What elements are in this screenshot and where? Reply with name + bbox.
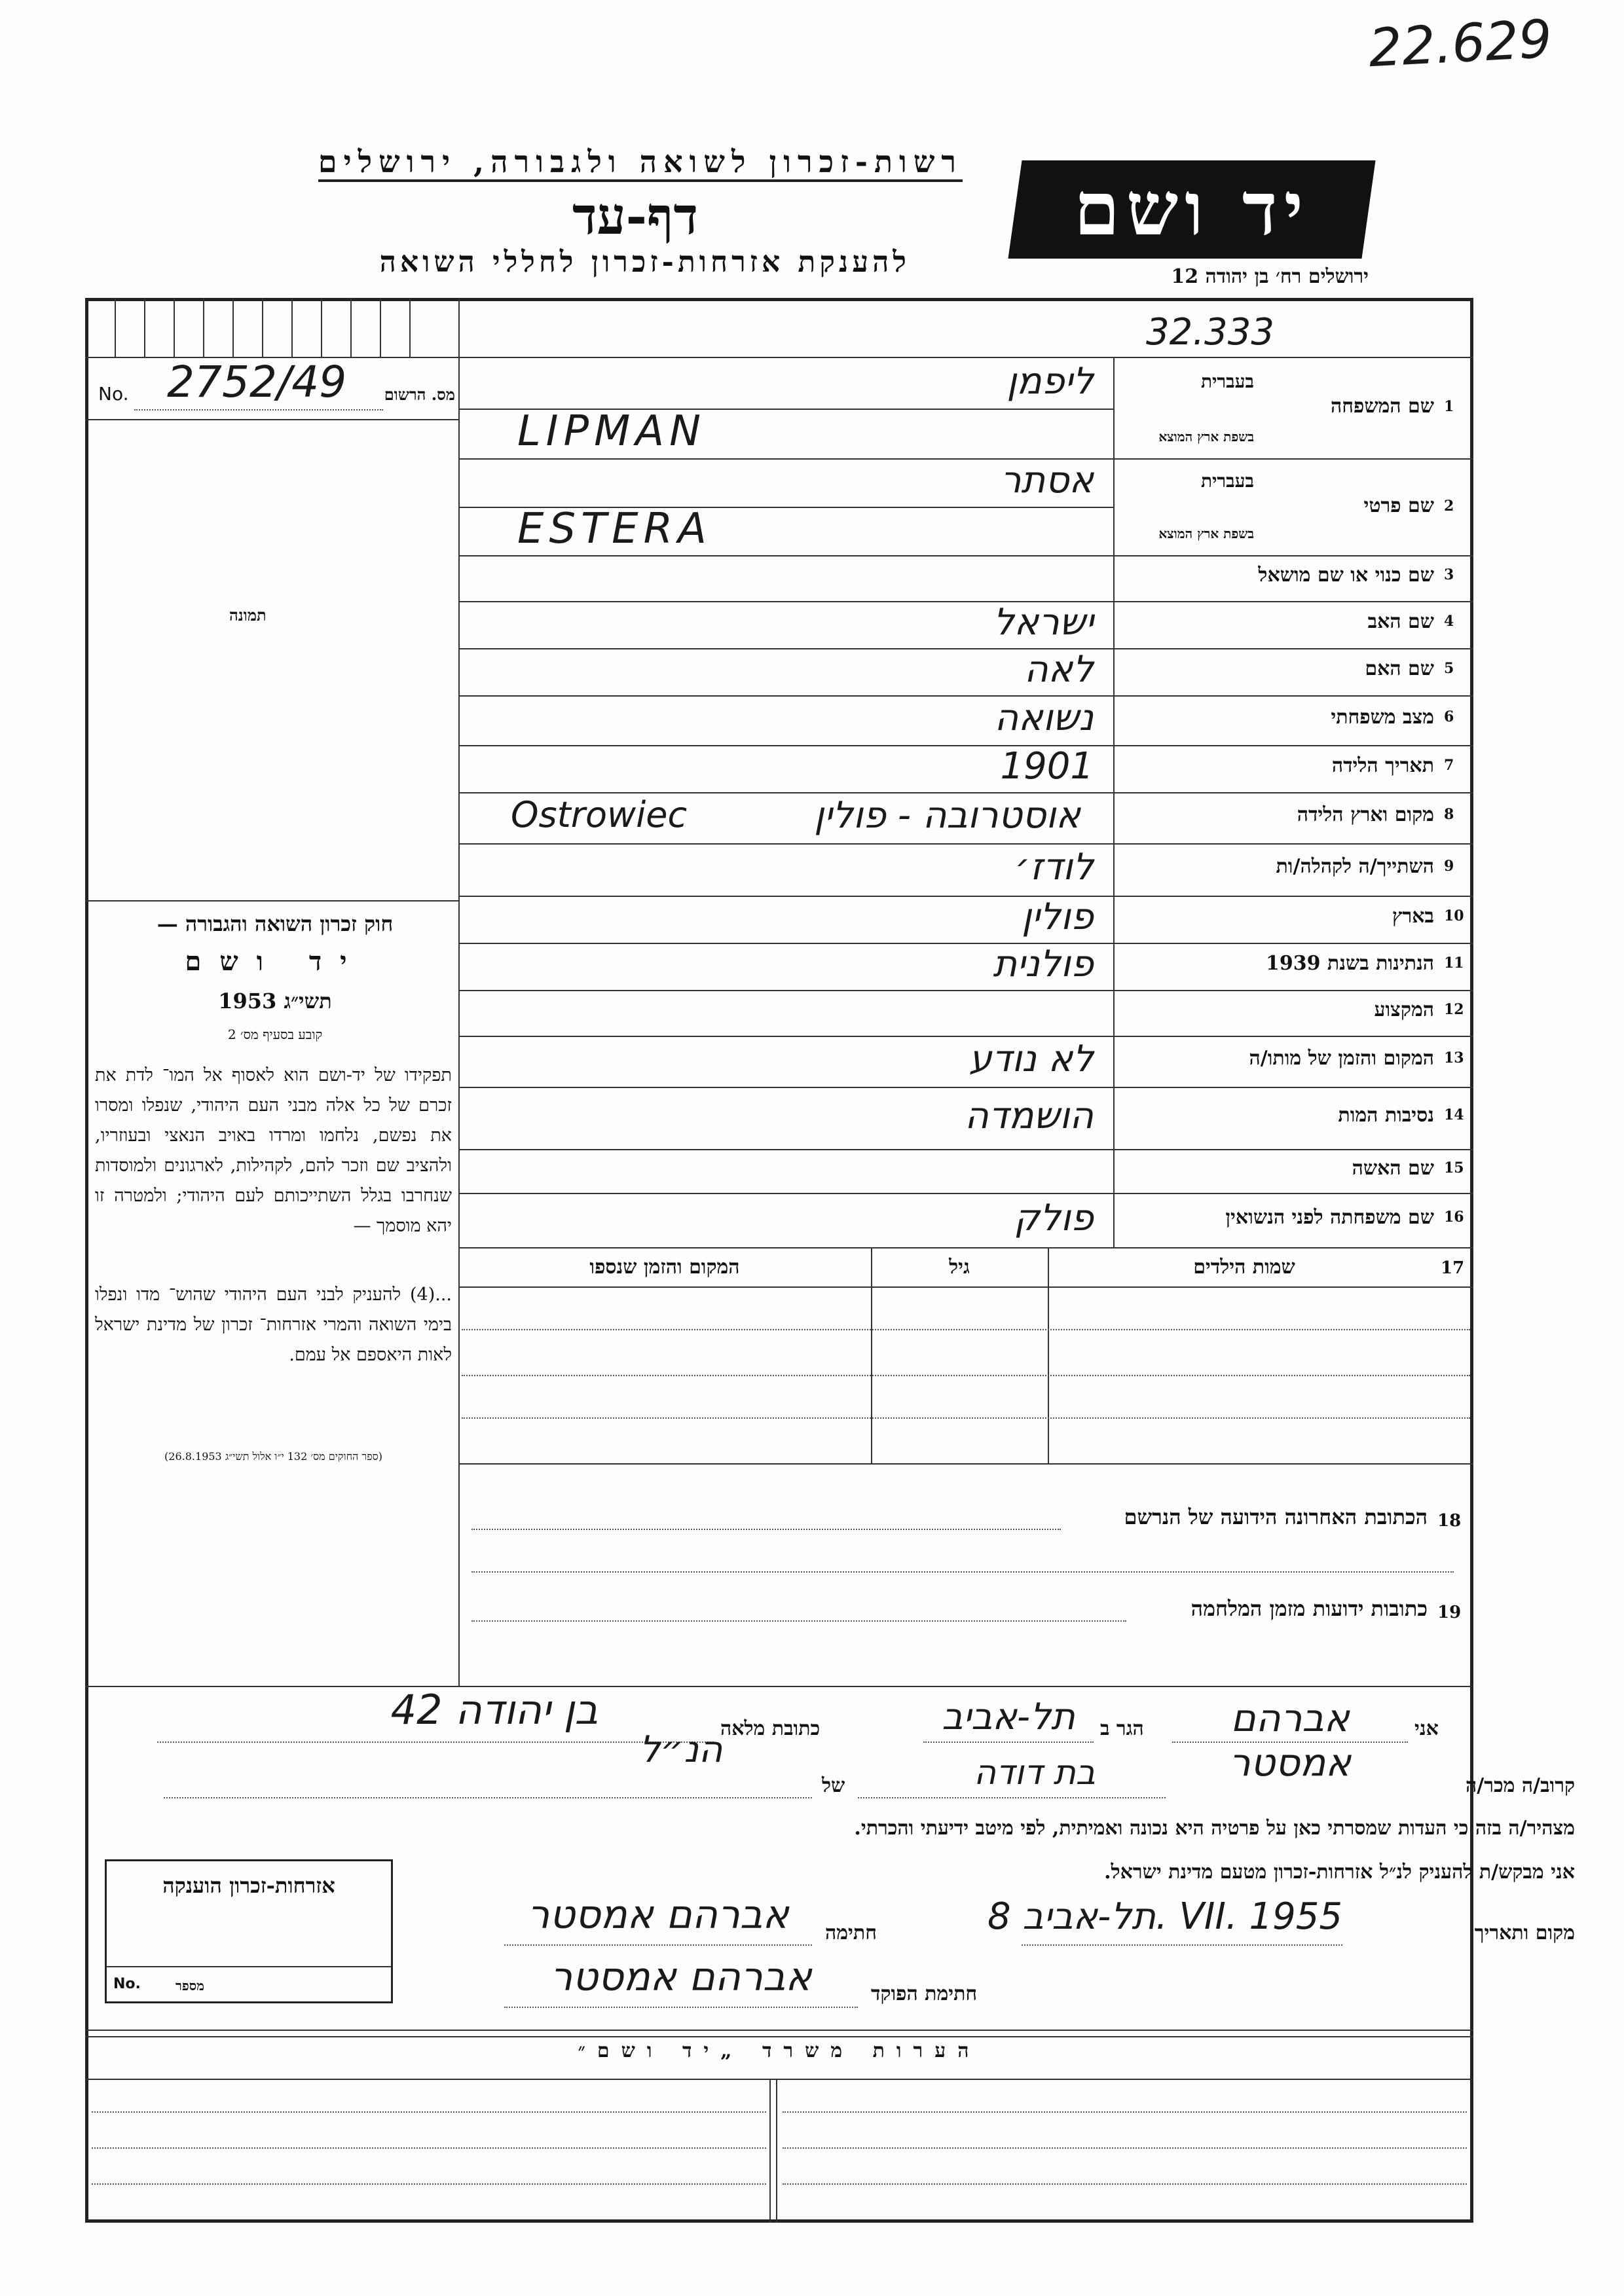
- remarks-title: הערות משרד „יד ושם״: [578, 2039, 981, 2062]
- field-number: 6: [1444, 708, 1454, 725]
- field-19-label: כתובות ידועות מזמן המלחמה: [1190, 1596, 1428, 1621]
- field-row-10: [458, 896, 1473, 943]
- field-label: שם כנוי או שם מושאל: [1258, 564, 1434, 587]
- reg-label: מס. הרשום: [384, 385, 455, 404]
- field-value-origin: Ostrowiec: [511, 794, 688, 835]
- field-value: נשואה: [994, 697, 1094, 739]
- field-number: 13: [1444, 1049, 1464, 1066]
- children-col-names: שמות הילדים: [1193, 1256, 1295, 1279]
- field-number: 7: [1444, 757, 1454, 774]
- law-name: יד ושם: [185, 946, 365, 977]
- field-label: מצב משפחתי: [1331, 706, 1434, 729]
- field-row-5: [458, 648, 1473, 695]
- field-row-13: [458, 1036, 1473, 1087]
- field-value: פולין: [1022, 896, 1094, 938]
- reg-number: 2752/49: [167, 357, 347, 407]
- field-row-12: [458, 990, 1473, 1036]
- logo-address: ירושלים רח׳ בן יהודה 12: [1171, 265, 1369, 288]
- stamp-box-title: אזרחות-זכרון הוענקה: [162, 1873, 335, 1898]
- field-19-num: 19: [1437, 1603, 1462, 1622]
- law-title: חוק זכרון השואה והגבורה —: [157, 911, 394, 936]
- decl-signature: אברהם אמסטר: [527, 1892, 789, 1938]
- field-value: לאה: [1024, 648, 1094, 691]
- field-row-4: [458, 601, 1473, 648]
- top-number: 32.333: [1146, 311, 1274, 354]
- field-label: שם פרטי: [1363, 494, 1434, 517]
- field-18-num: 18: [1437, 1511, 1462, 1531]
- stamp-box-label: מספר: [175, 1978, 204, 1994]
- decl-line1: מצהיר/ה בזה כי העדות שמסרתי כאן על פרטיה היא נכונה ואמיתית, לפי מיטב ידיעתי והכרתי.: [854, 1817, 1575, 1840]
- field-label: שם משפחתה לפני הנשואין: [1225, 1205, 1434, 1229]
- field-label: תאריך הלידה: [1331, 754, 1434, 777]
- field-row-16: [458, 1193, 1473, 1247]
- field-label: שם המשפחה: [1330, 395, 1434, 418]
- decl-resident: הגר ב: [1100, 1717, 1144, 1740]
- field-label: המקום והזמן של מותו/ה: [1249, 1047, 1434, 1070]
- field-row-3: [458, 555, 1473, 601]
- field-row-11: [458, 943, 1473, 990]
- field-number: 4: [1444, 613, 1454, 630]
- field-value: פולנית: [993, 943, 1094, 985]
- authority-title: רשות-זכרון לשואה ולגבורה, ירושלים: [318, 144, 963, 182]
- decl-line2: אני מבקש/ת להעניק לנ״ל אזרחות-זכרון מטעם מדינת ישראל.: [1104, 1861, 1575, 1884]
- field-number: 5: [1444, 660, 1454, 677]
- field-value: אסתר: [1000, 459, 1094, 501]
- field-number: 1: [1444, 398, 1454, 415]
- logo-text: יד ושם: [1073, 166, 1310, 252]
- decl-relative: קרוב/ה מכר/ה: [1466, 1774, 1575, 1797]
- field-value: ישראל: [993, 601, 1094, 644]
- field-value: אוסטרובה - פולין: [814, 794, 1080, 837]
- photo-label: תמונה: [229, 606, 267, 625]
- field-17-num: 17: [1441, 1258, 1465, 1278]
- field-sub-hebrew: בעברית: [1200, 470, 1254, 492]
- field-row-1: [458, 359, 1473, 458]
- form-subtitle: להענקת אזרחות-זכרון לחללי השואה: [379, 246, 910, 279]
- decl-of: של: [822, 1774, 845, 1797]
- decl-place-date-value: תל-אביב 8. VII. 1955: [987, 1895, 1342, 1938]
- field-row-6: [458, 695, 1473, 745]
- decl-place-date: מקום ותאריך: [1474, 1922, 1575, 1944]
- field-value: לא נודע: [969, 1038, 1094, 1080]
- field-label: מקום וארץ הלידה: [1297, 803, 1434, 826]
- field-value: פולק: [1014, 1196, 1094, 1239]
- field-label: בארץ: [1392, 905, 1434, 928]
- field-number: 3: [1444, 566, 1454, 583]
- decl-signature-label: חתימה: [825, 1922, 877, 1944]
- field-number: 2: [1444, 498, 1454, 515]
- decl-officer-signature: אברהם אמסטר: [550, 1954, 812, 2000]
- field-label: נסיבות המות: [1338, 1103, 1434, 1127]
- field-value: לודז׳: [1014, 846, 1094, 888]
- field-row-8: [458, 792, 1473, 843]
- stamp-box-no: No.: [113, 1976, 141, 1992]
- decl-city: תל-אביב: [942, 1696, 1075, 1738]
- field-label: שם האם: [1365, 657, 1434, 680]
- field-label: המקצוע: [1374, 998, 1434, 1021]
- decl-of-value: הנ״ל: [639, 1728, 723, 1771]
- field-number: 11: [1444, 955, 1464, 972]
- law-text-1: תפקידו של יד-ושם הוא לאסוף אל המו־ לדת את זכרם של כל אלה מבני העם היהודי, שנפלו ומסרו את נפשם, נלחמו ומרדו באויב הנאצי ובעוזריו, ולהציב שם וזכר להם, לקהילות, לארגונים ולמוסדות שנחרבו בגלל השתייכותם לעם היהודי; ולמטרה זו יהא מוסמך —: [95, 1065, 452, 1236]
- field-sub-origin: בשפת ארץ המוצא: [1158, 429, 1254, 445]
- field-row-7: [458, 745, 1473, 792]
- field-row-14: [458, 1087, 1473, 1149]
- field-number: 9: [1444, 858, 1454, 875]
- field-label: השתייך/ה לקהלה/ות: [1276, 855, 1434, 878]
- field-value: ליפמן: [1006, 360, 1094, 403]
- law-text-2: ...(4) להעניק לבני העם היהודי שהוש־ מדו ונפלו בימי השואה והמרי אזרחות־ זכרון של מדינת ישראל לאות היאספם אל עמם.: [95, 1285, 452, 1365]
- decl-officer-label: חתימת הפוקד: [871, 1982, 978, 2005]
- decl-relation: בת דודה: [974, 1753, 1096, 1793]
- field-18-label: הכתובת האחרונה הידועה של הנרשם: [1124, 1504, 1428, 1529]
- field-number: 8: [1444, 806, 1454, 823]
- yad-vashem-logo: [1008, 160, 1375, 259]
- field-sub-hebrew: בעברית: [1200, 371, 1254, 392]
- field-number: 16: [1444, 1208, 1464, 1226]
- law-reference: (ספר החוקים מס׳ 132 י״ו אלול תשי״ג 26.8.1953): [164, 1450, 382, 1463]
- decl-address: בן יהודה 42: [390, 1686, 599, 1734]
- archive-number: 22.629: [1367, 8, 1554, 79]
- form-title: דף-עד: [572, 187, 698, 246]
- law-year: תשי״ג 1953: [218, 989, 332, 1013]
- decl-full-address: כתובת מלאה: [720, 1717, 821, 1740]
- stamp-box: [105, 1859, 393, 2003]
- field-value-origin: ESTERA: [517, 505, 712, 553]
- field-value-origin: LIPMAN: [517, 407, 706, 456]
- reg-prefix: No.: [98, 383, 129, 405]
- field-sub-origin: בשפת ארץ המוצא: [1158, 526, 1254, 541]
- decl-ani: אני: [1414, 1717, 1439, 1740]
- field-number: 12: [1444, 1001, 1464, 1018]
- field-value: הושמדה: [965, 1094, 1094, 1137]
- law-clause: קובע בסעיף מס׳ 2: [227, 1027, 323, 1042]
- field-label: הנתינות בשנת 1939: [1265, 952, 1434, 975]
- children-col-age: גיל: [949, 1256, 970, 1279]
- field-value: 1901: [1000, 745, 1094, 788]
- field-row-15: [458, 1149, 1473, 1193]
- field-number: 14: [1444, 1106, 1464, 1123]
- field-label: שם האשה: [1352, 1156, 1434, 1180]
- field-number: 10: [1444, 907, 1464, 924]
- decl-name: אברהם אמסטר: [1228, 1696, 1352, 1785]
- field-row-9: [458, 843, 1473, 896]
- field-row-2: [458, 458, 1473, 555]
- field-number: 15: [1444, 1159, 1464, 1176]
- children-col-place: המקום והזמן שנספו: [589, 1256, 740, 1279]
- field-label: שם האב: [1367, 610, 1434, 633]
